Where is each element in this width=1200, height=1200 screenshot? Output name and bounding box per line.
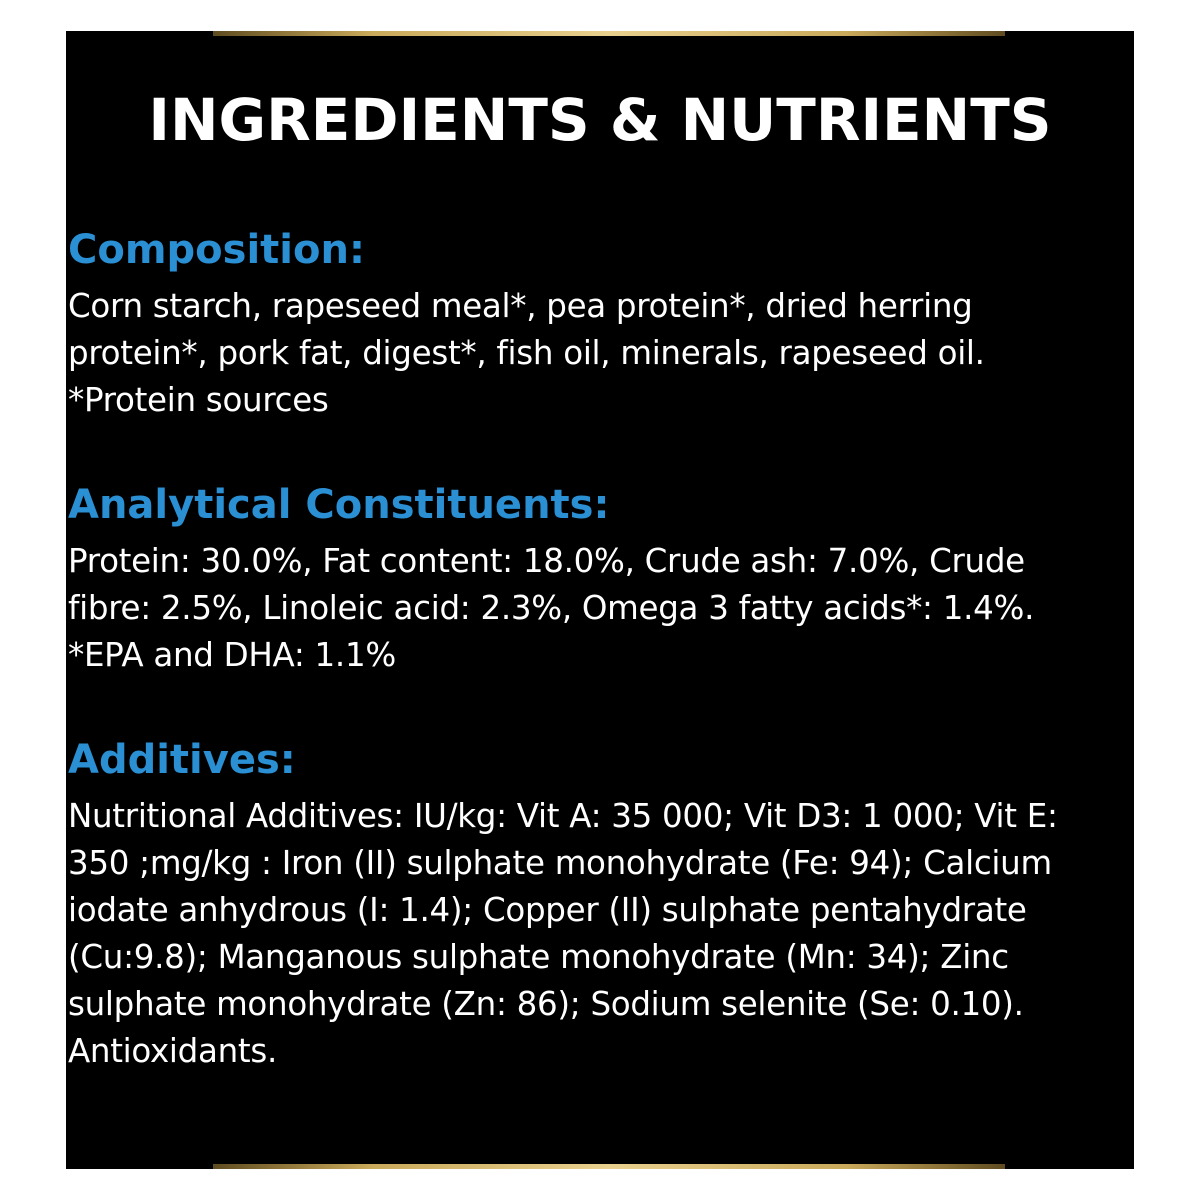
additives-line: 350 ;mg/kg : Iron (II) sulphate monohydrate (Fe: 94); Calcium bbox=[68, 844, 1052, 882]
additives-heading: Additives: bbox=[68, 737, 296, 783]
bottom-gold-divider bbox=[213, 1164, 1005, 1169]
additives-text bbox=[68, 793, 1134, 1075]
composition-line: protein*, pork fat, digest*, fish oil, minerals, rapeseed oil. bbox=[68, 334, 985, 372]
analytical-heading: Analytical Constituents: bbox=[68, 482, 610, 528]
analytical-footnote: *EPA and DHA: 1.1% bbox=[68, 636, 396, 674]
additives-line: Antioxidants. bbox=[68, 1032, 278, 1070]
top-gold-divider bbox=[213, 31, 1005, 36]
additives-line: sulphate monohydrate (Zn: 86); Sodium selenite (Se: 0.10). bbox=[68, 985, 1024, 1023]
composition-line: Corn starch, rapeseed meal*, pea protein*, dried herring bbox=[68, 287, 973, 325]
analytical-text bbox=[68, 538, 1134, 679]
composition-footnote: *Protein sources bbox=[68, 381, 329, 419]
additives-line: (Cu:9.8); Manganous sulphate monohydrate (Mn: 34); Zinc bbox=[68, 938, 1009, 976]
additives-line: Nutritional Additives: IU/kg: Vit A: 35 000; Vit D3: 1 000; Vit E: bbox=[68, 797, 1058, 835]
composition-section bbox=[68, 225, 1134, 424]
composition-text bbox=[68, 283, 1134, 424]
additives-line: iodate anhydrous (I: 1.4); Copper (II) sulphate pentahydrate bbox=[68, 891, 1027, 929]
analytical-line: Protein: 30.0%, Fat content: 18.0%, Crude ash: 7.0%, Crude bbox=[68, 542, 1025, 580]
analytical-constituents-section bbox=[68, 480, 1134, 679]
additives-section bbox=[68, 735, 1134, 1075]
analytical-line: fibre: 2.5%, Linoleic acid: 2.3%, Omega 3 fatty acids*: 1.4%. bbox=[68, 589, 1035, 627]
composition-heading: Composition: bbox=[68, 227, 365, 273]
ingredients-panel bbox=[66, 31, 1134, 1169]
page-title: INGREDIENTS & NUTRIENTS bbox=[148, 86, 1052, 154]
